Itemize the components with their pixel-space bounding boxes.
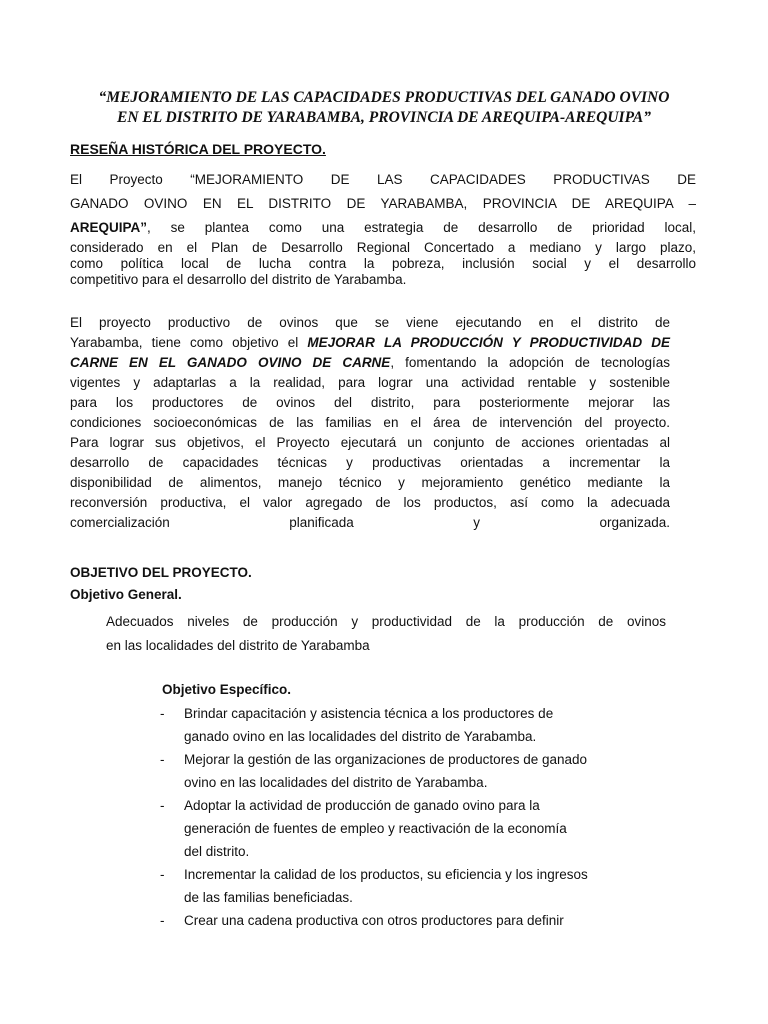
p2-line: condiciones socioeconómicas de las familias en el área de intervención del proyecto. bbox=[70, 415, 670, 430]
objective-emphasis: CARNE EN EL GANADO OVINO DE CARNE bbox=[70, 355, 391, 370]
p2-line: El proyecto productivo de ovinos que se viene ejecutando en el distrito de bbox=[70, 315, 670, 330]
p2-text: , fomentando la adopción de tecnologías bbox=[390, 355, 670, 370]
resena-heading: RESEÑA HISTÓRICA DEL PROYECTO. bbox=[70, 141, 326, 157]
p1-line bbox=[70, 168, 696, 192]
item-line: Crear una cadena productiva con otros productores para definir bbox=[184, 913, 564, 928]
p2-line: para los productores de ovinos del distrito, para posteriormente mejorar las bbox=[70, 395, 670, 410]
item-line: Adoptar la actividad de producción de ganado ovino para la bbox=[184, 798, 540, 813]
list-item bbox=[160, 748, 660, 794]
list-item bbox=[160, 702, 660, 748]
document-title bbox=[60, 88, 708, 128]
dash-bullet: - bbox=[160, 867, 165, 882]
item-line: Incrementar la calidad de los productos, su eficiencia y los ingresos bbox=[184, 867, 588, 882]
item-line: generación de fuentes de empleo y reactivación de la economía bbox=[184, 821, 567, 836]
p2-line: vigentes y adaptarlas a la realidad, para lograr una actividad rentable y sostenible bbox=[70, 375, 670, 390]
item-line: del distrito. bbox=[184, 844, 250, 859]
item-line: ganado ovino en las localidades del distrito de Yarabamba. bbox=[184, 729, 537, 744]
list-item bbox=[160, 794, 660, 863]
p1-text: El Proyecto “ bbox=[70, 172, 195, 187]
title-line-2: EN EL DISTRITO DE YARABAMBA, PROVINCIA DE AREQUIPA-AREQUIPA” bbox=[116, 109, 652, 126]
objetivo-general-heading: Objetivo General. bbox=[70, 587, 182, 602]
p2-line: reconversión productiva, el valor agregado de los productos, así como la adecuada bbox=[70, 495, 670, 510]
p1-line: como política local de lucha contra la pobreza, inclusión social y el desarrollo bbox=[70, 256, 696, 271]
p2-text: Yarabamba, tiene como objetivo el bbox=[70, 335, 308, 350]
objective-emphasis: MEJORAR LA PRODUCCIÓN Y PRODUCTIVIDAD DE bbox=[307, 335, 670, 350]
p1-line: GANADO OVINO EN EL DISTRITO DE YARABAMBA, PROVINCIA DE AREQUIPA – bbox=[70, 196, 696, 211]
list-item bbox=[160, 909, 660, 932]
p1-line bbox=[70, 216, 696, 240]
p1-line: considerado en el Plan de Desarrollo Regional Concertado a mediano y largo plazo, bbox=[70, 240, 696, 255]
p2-line bbox=[70, 353, 670, 373]
p1-line: competitivo para el desarrollo del distrito de Yarabamba. bbox=[70, 272, 407, 287]
objetivo-heading: OBJETIVO DEL PROYECTO. bbox=[70, 565, 252, 580]
general-line: Adecuados niveles de producción y productividad de la producción de ovinos bbox=[106, 614, 666, 629]
item-line: ovino en las localidades del distrito de Yarabamba. bbox=[184, 775, 488, 790]
p2-line: comercialización planificada y organizada. bbox=[70, 515, 670, 530]
p1-text: , se plantea como una estrategia de desarrollo de prioridad local, bbox=[147, 220, 696, 235]
dash-bullet: - bbox=[160, 706, 165, 721]
objetivos-especificos-list bbox=[160, 702, 660, 932]
p2-line: desarrollo de capacidades técnicas y productivas orientadas a incrementar la bbox=[70, 455, 670, 470]
dash-bullet: - bbox=[160, 798, 165, 813]
project-name: MEJORAMIENTO DE LAS CAPACIDADES PRODUCTIVAS DE bbox=[194, 172, 696, 187]
resena-paragraph-2 bbox=[70, 313, 670, 533]
general-line: en las localidades del distrito de Yarabamba bbox=[106, 638, 370, 653]
item-line: de las familias beneficiadas. bbox=[184, 890, 353, 905]
dash-bullet: - bbox=[160, 913, 165, 928]
resena-paragraph-1 bbox=[70, 168, 696, 288]
list-item bbox=[160, 863, 660, 909]
title-line-1: “MEJORAMIENTO DE LAS CAPACIDADES PRODUCTIVAS DEL GANADO OVINO bbox=[98, 89, 670, 106]
item-line: Mejorar la gestión de las organizaciones de productores de ganado bbox=[184, 752, 588, 767]
objetivo-especifico-heading: Objetivo Específico. bbox=[162, 682, 292, 697]
objetivo-general-text bbox=[106, 610, 666, 658]
p2-line bbox=[70, 333, 670, 353]
p2-line: disponibilidad de alimentos, manejo técnico y mejoramiento genético mediante la bbox=[70, 475, 670, 490]
item-line: Brindar capacitación y asistencia técnica a los productores de bbox=[184, 706, 554, 721]
p2-line: Para lograr sus objetivos, el Proyecto ejecutará un conjunto de acciones orientadas al bbox=[70, 435, 670, 450]
project-name-end: AREQUIPA” bbox=[70, 220, 148, 235]
dash-bullet: - bbox=[160, 752, 165, 767]
